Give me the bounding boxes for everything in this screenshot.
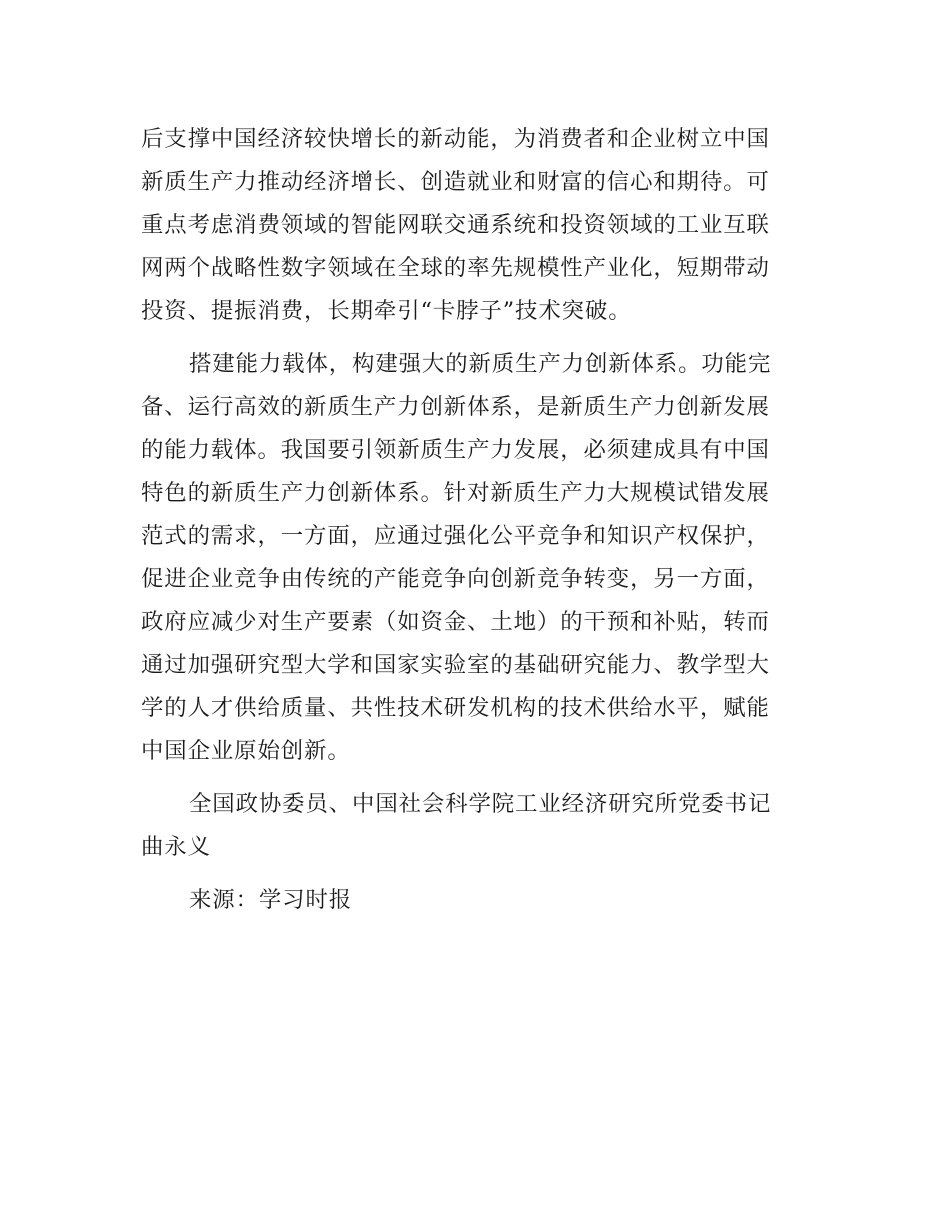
text-line: 新质生产力推动经济增长、创造就业和财富的信心和期待。可 (141, 169, 770, 195)
text-line: 的能力载体。我国要引领新质生产力发展，必须建成具有中国 (141, 437, 770, 463)
paragraph-1 (141, 118, 811, 333)
document-body (141, 118, 811, 922)
author-paragraph (141, 783, 811, 869)
text-line: 学的人才供给质量、共性技术研发机构的技术供给水平，赋能 (141, 695, 770, 721)
text-line: 重点考虑消费领域的智能网联交通系统和投资领域的工业互联 (141, 212, 770, 238)
text-line: 政府应减少对生产要素（如资金、土地）的干预和补贴，转而 (141, 609, 770, 635)
text-line: 促进企业竞争由传统的产能竞争向创新竞争转变，另一方面， (141, 566, 770, 592)
text-line: 通过加强研究型大学和国家实验室的基础研究能力、教学型大 (141, 652, 770, 678)
source-paragraph (141, 879, 811, 922)
source-line: 来源：学习时报 (189, 887, 353, 913)
paragraph-2 (141, 343, 811, 773)
author-title-line: 全国政协委员、中国社会科学院工业经济研究所党委书记 (189, 791, 772, 817)
text-line: 中国企业原始创新。 (141, 738, 351, 764)
text-line: 特色的新质生产力创新体系。针对新质生产力大规模试错发展 (141, 480, 770, 506)
text-line: 后支撑中国经济较快增长的新动能，为消费者和企业树立中国 (141, 126, 770, 152)
text-line: 网两个战略性数字领域在全球的率先规模性产业化，短期带动 (141, 255, 770, 281)
text-line: 投资、提振消费，长期牵引“卡脖子”技术突破。 (141, 298, 632, 324)
text-line: 备、运行高效的新质生产力创新体系，是新质生产力创新发展 (141, 394, 770, 420)
text-line: 范式的需求，一方面，应通过强化公平竞争和知识产权保护， (141, 523, 770, 549)
text-line: 搭建能力载体，构建强大的新质生产力创新体系。功能完 (189, 351, 772, 377)
author-name-line: 曲永义 (141, 834, 211, 860)
